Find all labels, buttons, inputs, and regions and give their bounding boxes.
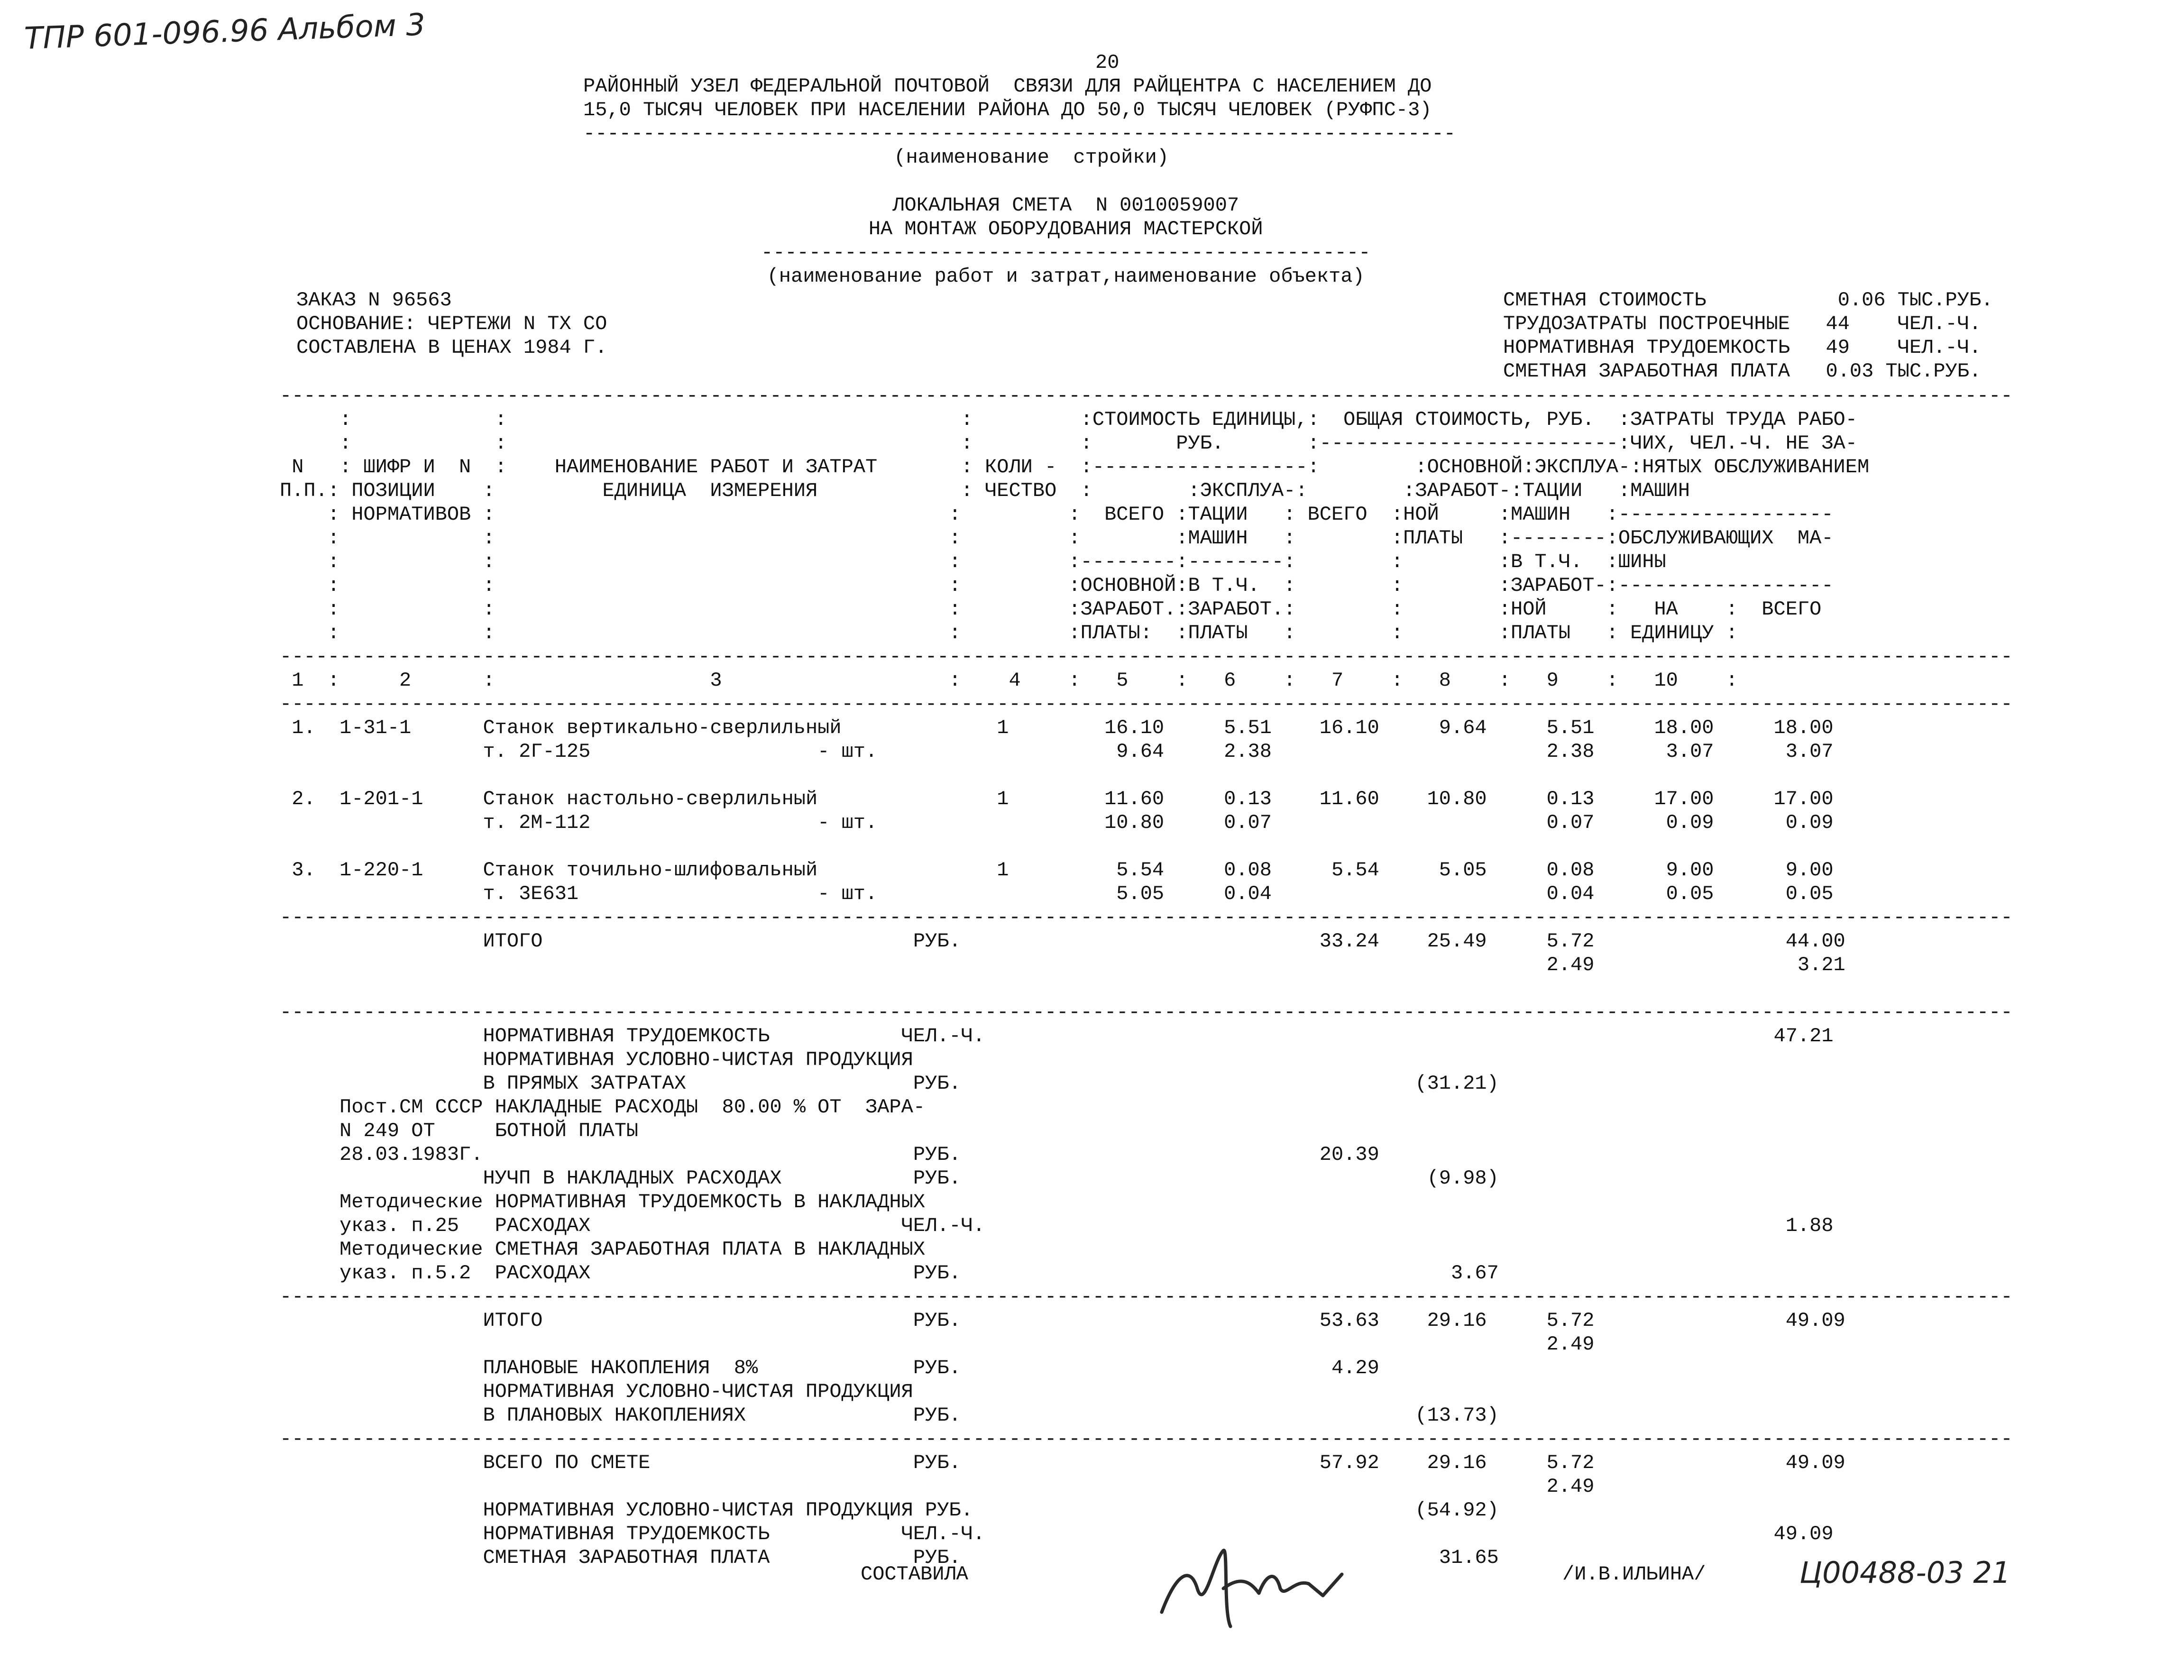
table-header-line: : : : :--------:--------: : :В Т.Ч. :ШИНЫ — [280, 551, 1666, 573]
table-header-line: : : : : РУБ. :-------------------------:ЧИХ, ЧЕЛ.-Ч. НЕ ЗА- — [280, 432, 1857, 455]
table-row: СМЕТНАЯ ЗАРАБОТНАЯ ПЛАТА РУБ. 31.65 — [280, 1546, 1499, 1569]
summary-line: СМЕТНАЯ ЗАРАБОТНАЯ ПЛАТА 0.03 ТЫС.РУБ. — [1503, 360, 1982, 383]
order-info-line: СОСТАВЛЕНА В ЦЕНАХ 1984 Г. — [296, 336, 607, 359]
title-line: РАЙОННЫЙ УЗЕЛ ФЕДЕРАЛЬНОЙ ПОЧТОВОЙ СВЯЗИ ДЛЯ РАЙЦЕНТРА С НАСЕЛЕНИЕМ ДО — [583, 75, 1432, 98]
table-row: т. 3Е631 - шт. 5.05 0.04 0.04 0.05 0.05 — [280, 882, 1834, 905]
estimate-table-header — [280, 384, 2013, 716]
table-header-line: : : : :СТОИМОСТЬ ЕДИНИЦЫ,: ОБЩАЯ СТОИМОСТЬ, РУБ. :ЗАТРАТЫ ТРУДА РАБО- — [280, 408, 1857, 431]
table-row: НОРМАТИВНАЯ ТРУДОЕМКОСТЬ ЧЕЛ.-Ч. 49.09 — [280, 1523, 1834, 1545]
table-row: ИТОГО РУБ. 53.63 29.16 5.72 49.09 — [280, 1309, 1845, 1332]
table-header-line: П.П.: ПОЗИЦИИ : ЕДИНИЦА ИЗМЕРЕНИЯ : ЧЕСТВО : :ЭКСПЛУА-: :ЗАРАБОТ-:ТАЦИИ :МАШИН — [280, 479, 1690, 502]
table-row: т. 2Г-125 - шт. 9.64 2.38 2.38 3.07 3.07 — [280, 740, 1834, 763]
signer-name: /И.В.ИЛЬИНА/ — [1562, 1563, 1706, 1586]
handwritten-album-label: ТПР 601-096.96 Альбом 3 — [24, 7, 426, 56]
table-header-line: : : : : :МАШИН : :ПЛАТЫ :--------:ОБСЛУЖИВАЮЩИХ МА- — [280, 527, 1834, 550]
compiled-by-label: СОСТАВИЛА — [861, 1563, 968, 1586]
table-row: ------------------------------------------------------------------------------------------------------------------------------------------------- — [280, 1285, 2013, 1308]
order-info-line: ОСНОВАНИЕ: ЧЕРТЕЖИ N ТХ СО — [296, 312, 607, 335]
title-line: (наименование стройки) — [583, 146, 1169, 169]
order-info-line: ЗАКАЗ N 96563 — [296, 289, 452, 312]
table-row: 2.49 — [280, 1333, 1595, 1356]
table-row: НОРМАТИВНАЯ УСЛОВНО-ЧИСТАЯ ПРОДУКЦИЯ — [280, 1048, 913, 1071]
table-row: ИТОГО РУБ. 33.24 25.49 5.72 44.00 — [280, 930, 1845, 953]
table-row: НОРМАТИВНАЯ УСЛОВНО-ЧИСТАЯ ПРОДУКЦИЯ — [280, 1380, 913, 1403]
table-row: указ. п.5.2 РАСХОДАХ РУБ. 3.67 — [280, 1262, 1499, 1285]
table-header-line: ------------------------------------------------------------------------------------------------------------------------------------------------- — [280, 645, 2013, 668]
summary-line: СМЕТНАЯ СТОИМОСТЬ 0.06 ТЫС.РУБ. — [1503, 289, 1993, 312]
table-row: В ПЛАНОВЫХ НАКОПЛЕНИЯХ РУБ. (13.73) — [280, 1404, 1499, 1427]
estimate-title-line: ЛОКАЛЬНАЯ СМЕТА N 0010059007 — [892, 194, 1239, 217]
table-row: 3. 1-220-1 Станок точильно-шлифовальный 1 5.54 0.08 5.54 5.05 0.08 9.00 9.00 — [280, 859, 1834, 881]
construction-title — [583, 74, 1456, 169]
estimate-title-line: НА МОНТАЖ ОБОРУДОВАНИЯ МАСТЕРСКОЙ — [868, 218, 1263, 240]
signature-image — [1152, 1517, 1351, 1641]
title-line: ------------------------------------------------------------------------- — [583, 122, 1456, 145]
title-line: 15,0 ТЫСЯЧ ЧЕЛОВЕК ПРИ НАСЕЛЕНИИ РАЙОНА ДО 50,0 ТЫСЯЧ ЧЕЛОВЕК (РУФПС-3) — [583, 99, 1432, 121]
table-header-line: : : : :ОСНОВНОЙ:В Т.Ч. : : :ЗАРАБОТ-:------------------ — [280, 574, 1834, 597]
table-row: N 249 ОТ БОТНОЙ ПЛАТЫ — [280, 1120, 639, 1142]
table-header-line: N : ШИФР И N : НАИМЕНОВАНИЕ РАБОТ И ЗАТРАТ : КОЛИ - :------------------: :ОСНОВНОЙ:ЭКСПЛУА-:НЯТЫХ ОБСЛУЖИВАНИЕМ — [280, 456, 1870, 478]
table-row: ПЛАНОВЫЕ НАКОПЛЕНИЯ 8% РУБ. 4.29 — [280, 1357, 1379, 1379]
estimate-summary — [1503, 288, 1993, 383]
table-row: Методические НОРМАТИВНАЯ ТРУДОЕМКОСТЬ В НАКЛАДНЫХ — [280, 1191, 926, 1213]
table-row: НУЧП В НАКЛАДНЫХ РАСХОДАХ РУБ. (9.98) — [280, 1167, 1499, 1190]
table-header-line: : : : :ЗАРАБОТ.:ЗАРАБОТ.: : :НОЙ : НА : ВСЕГО — [280, 598, 1822, 621]
table-row: 2. 1-201-1 Станок настольно-сверлильный 1 11.60 0.13 11.60 10.80 0.13 17.00 17.00 — [280, 788, 1834, 810]
summary-line: ТРУДОЗАТРАТЫ ПОСТРОЕЧНЫЕ 44 ЧЕЛ.-Ч. — [1503, 312, 1982, 335]
estimate-table-body — [280, 692, 2013, 1570]
table-row: 2.49 — [280, 1475, 1595, 1498]
estimate-title — [761, 193, 1370, 288]
estimate-title-line: --------------------------------------------------- — [761, 241, 1371, 264]
estimate-title-line: (наименование работ и затрат,наименование объекта) — [767, 265, 1365, 288]
page-number: 20 — [1095, 51, 1120, 74]
table-row: ------------------------------------------------------------------------------------------------------------------------------------------------- — [280, 1001, 2013, 1024]
handwritten-document-code: Ц00488-03 21 — [1799, 1555, 2011, 1590]
table-row: 1. 1-31-1 Станок вертикально-сверлильный 1 16.10 5.51 16.10 9.64 5.51 18.00 18.00 — [280, 716, 1834, 739]
table-row: НОРМАТИВНАЯ УСЛОВНО-ЧИСТАЯ ПРОДУКЦИЯ РУБ. (54.92) — [280, 1499, 1499, 1522]
order-info — [296, 288, 607, 359]
table-header-line: : НОРМАТИВОВ : : : ВСЕГО :ТАЦИИ : ВСЕГО :НОЙ :МАШИН :------------------ — [280, 503, 1834, 526]
table-row: Пост.СМ СССР НАКЛАДНЫЕ РАСХОДЫ 80.00 % ОТ ЗАРА- — [280, 1096, 926, 1119]
table-row: указ. п.25 РАСХОДАХ ЧЕЛ.-Ч. 1.88 — [280, 1214, 1834, 1237]
table-row: ВСЕГО ПО СМЕТЕ РУБ. 57.92 29.16 5.72 49.09 — [280, 1451, 1845, 1474]
table-row: т. 2М-112 - шт. 10.80 0.07 0.07 0.09 0.09 — [280, 811, 1834, 834]
table-header-line: 1 : 2 : 3 : 4 : 5 : 6 : 7 : 8 : 9 : 10 : — [280, 669, 1738, 692]
summary-line: НОРМАТИВНАЯ ТРУДОЕМКОСТЬ 49 ЧЕЛ.-Ч. — [1503, 336, 1982, 359]
table-row: 2.49 3.21 — [280, 954, 1845, 976]
table-row: ------------------------------------------------------------------------------------------------------------------------------------------------- — [280, 1428, 2013, 1450]
table-header-line: ------------------------------------------------------------------------------------------------------------------------------------------------- — [280, 385, 2013, 407]
table-row: НОРМАТИВНАЯ ТРУДОЕМКОСТЬ ЧЕЛ.-Ч. 47.21 — [280, 1025, 1834, 1047]
table-row: В ПРЯМЫХ ЗАТРАТАХ РУБ. (31.21) — [280, 1072, 1499, 1095]
table-header-line: : : : :ПЛАТЫ: :ПЛАТЫ : : :ПЛАТЫ : ЕДИНИЦУ : — [280, 622, 1738, 644]
table-row: Методические СМЕТНАЯ ЗАРАБОТНАЯ ПЛАТА В НАКЛАДНЫХ — [280, 1238, 926, 1261]
table-row: 28.03.1983Г. РУБ. 20.39 — [280, 1143, 1379, 1166]
table-header-line: ------------------------------------------------------------------------------------------------------------------------------------------------- — [280, 693, 2013, 716]
table-row: ------------------------------------------------------------------------------------------------------------------------------------------------- — [280, 906, 2013, 929]
